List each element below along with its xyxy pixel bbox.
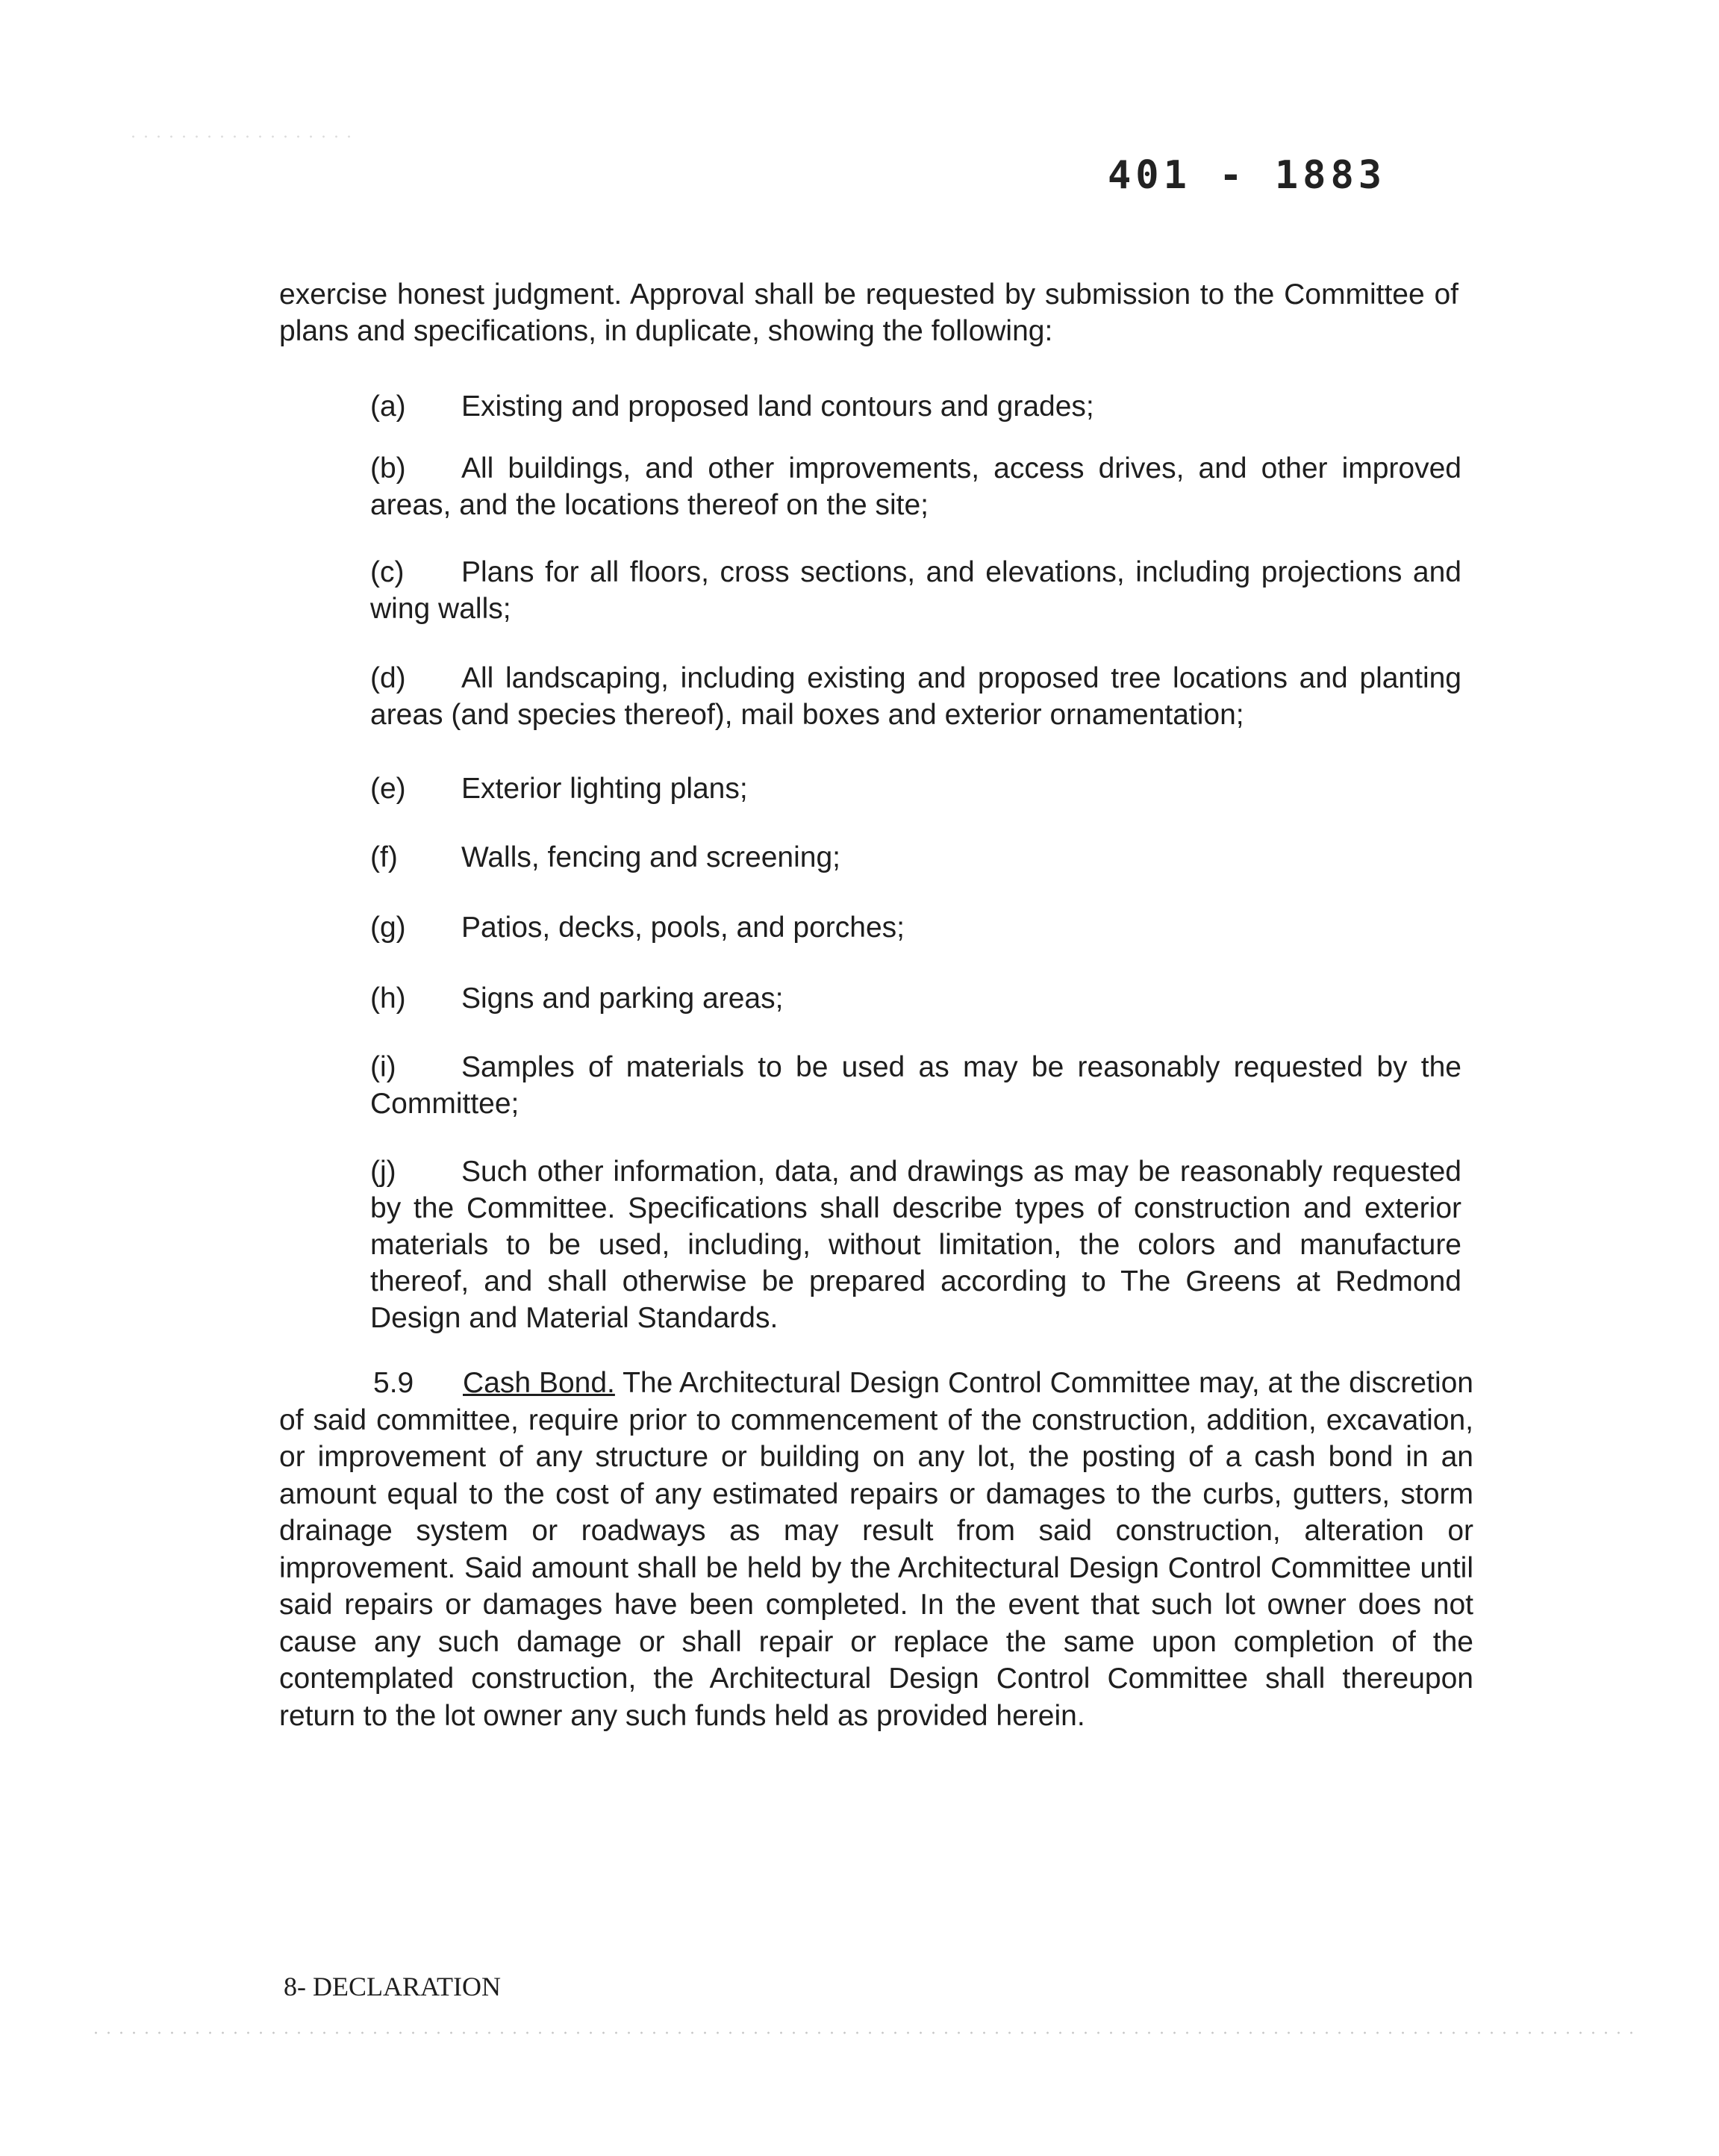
page-footer-label: 8- DECLARATION bbox=[284, 1972, 501, 2001]
list-item-text: Plans for all floors, cross sections, and elevations, including projections and wing walls; bbox=[370, 556, 1461, 625]
list-item-letter: (d) bbox=[370, 662, 406, 694]
section-body: The Architectural Design Control Committee may, at the discretion of said committee, require prior to commencement of the construction, addition, excavation, or improvement of any structure or building on any lot, the posting of a cash bond in an amount equal to the cost of any estimated repairs or damages to the curbs, gutters, storm drainage system or roadways as may result from said construction, alteration or improvement. Said amount shall be held by the Architectural Design Control Committee until said repairs or damages have been completed. In the event that such lot owner does not cause any such damage or shall repair or replace the same upon completion of the contemplated construction, the Architectural Design Control Committee shall thereupon return to the lot owner any such funds held as provided herein. bbox=[279, 1367, 1473, 1732]
list-item-text: All buildings, and other improvements, access drives, and other improved areas, and the locations thereof on the site; bbox=[370, 452, 1461, 521]
list-item-text: Patios, decks, pools, and porches; bbox=[461, 912, 905, 944]
list-item-letter: (c) bbox=[370, 556, 405, 588]
list-item-letter: (b) bbox=[370, 452, 406, 485]
list-item-letter: (i) bbox=[370, 1051, 396, 1083]
section-cash-bond bbox=[279, 1365, 1473, 1734]
list-item-e bbox=[370, 770, 1461, 807]
section-number: 5.9 bbox=[373, 1367, 414, 1399]
list-item-h bbox=[370, 980, 1461, 1017]
list-item-text: Such other information, data, and drawings as may be reasonably requested by the Committee. Specifications shall describe types of construction and exterior materials to be used, including, without limitation, the colors and manufacture thereof, and shall otherwise be prepared according to The Greens at Redmond Design and Material Standards. bbox=[370, 1156, 1461, 1334]
list-item-text: Signs and parking areas; bbox=[461, 982, 784, 1015]
list-item-letter: (h) bbox=[370, 982, 406, 1015]
list-item-letter: (a) bbox=[370, 390, 406, 423]
list-item-text: Walls, fencing and screening; bbox=[461, 841, 840, 873]
list-item-text: Exterior lighting plans; bbox=[461, 773, 748, 805]
scan-noise-bottom bbox=[90, 2031, 1642, 2035]
list-item-letter: (j) bbox=[370, 1156, 396, 1188]
list-item-f bbox=[370, 839, 1461, 876]
section-heading: Cash Bond. bbox=[463, 1367, 615, 1399]
list-item-c bbox=[370, 554, 1461, 627]
list-item-letter: (f) bbox=[370, 841, 398, 873]
list-item-j bbox=[370, 1153, 1461, 1336]
list-item-text: All landscaping, including existing and proposed tree locations and planting areas (and species thereof), mail boxes and exterior ornamentation; bbox=[370, 662, 1461, 731]
list-item-letter: (g) bbox=[370, 912, 406, 944]
list-item-text: Samples of materials to be used as may be reasonably requested by the Committee; bbox=[370, 1051, 1461, 1120]
recording-stamp-number: 401 - 1883 bbox=[1108, 153, 1387, 198]
list-item-text: Existing and proposed land contours and grades; bbox=[461, 390, 1094, 423]
intro-paragraph: exercise honest judgment. Approval shall be requested by submission to the Committee of plans and specifications, in duplicate, showing the following: bbox=[279, 278, 1459, 347]
scan-noise-top bbox=[127, 134, 351, 139]
list-item-d bbox=[370, 660, 1461, 733]
list-item-letter: (e) bbox=[370, 773, 406, 805]
list-item-a bbox=[370, 388, 1461, 425]
list-item-g bbox=[370, 909, 1461, 946]
list-item-i bbox=[370, 1049, 1461, 1122]
list-item-b bbox=[370, 450, 1461, 523]
